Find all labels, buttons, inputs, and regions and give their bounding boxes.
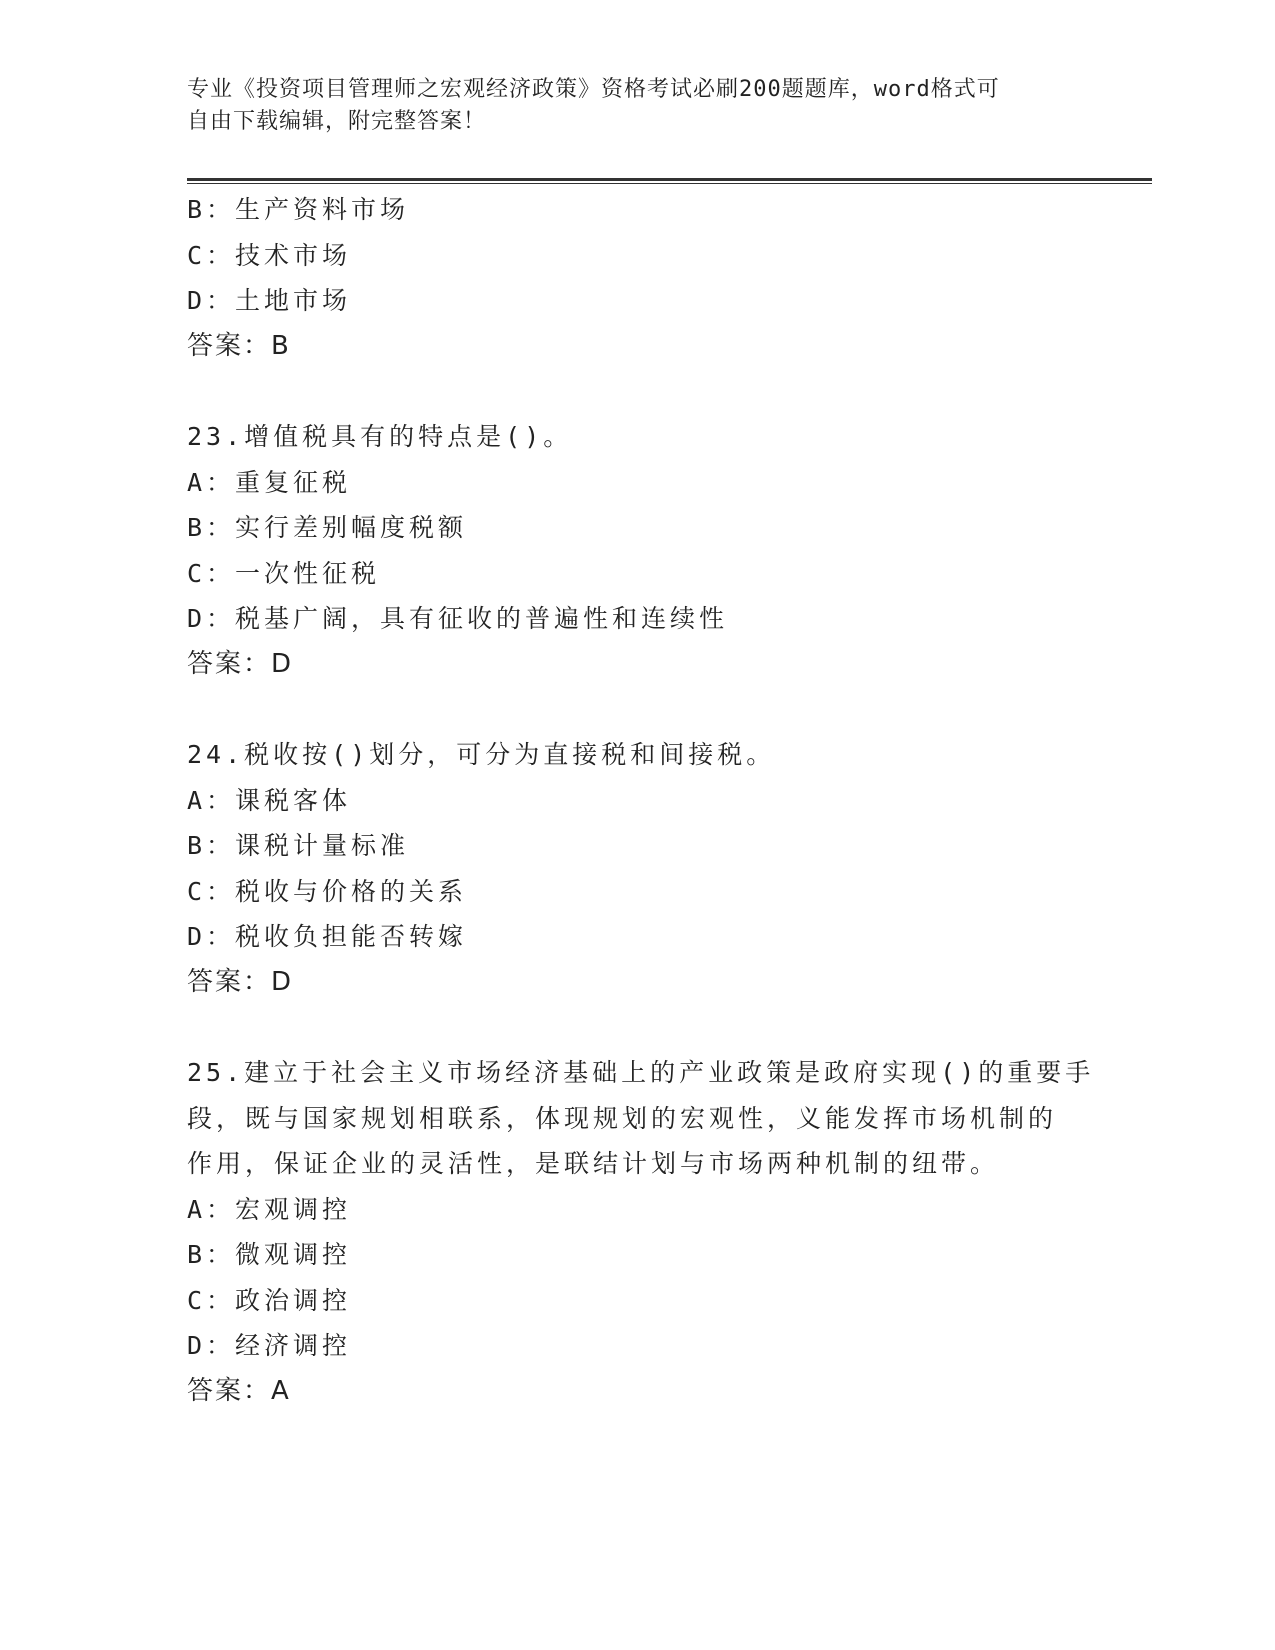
option-d: D：土地市场	[187, 286, 352, 315]
question-25	[187, 1050, 1095, 1414]
question-stem: 24.税收按()划分，可分为直接税和间接税。	[187, 740, 776, 769]
header-title-line-2: 自由下载编辑，附完整答案！	[187, 109, 487, 134]
option-c: C：一次性征税	[187, 558, 381, 588]
answer-line: 答案：B	[187, 330, 291, 361]
answer-line: 答案：A	[187, 1375, 291, 1406]
option-a: A：课税客体	[187, 785, 352, 815]
option-c: C：技术市场	[187, 240, 352, 270]
header-title-line-1: 专业《投资项目管理师之宏观经济政策》资格考试必刷200题题库，word格式可	[187, 77, 1000, 102]
question-stem: 23.增值税具有的特点是()。	[187, 422, 573, 451]
header-divider-thin	[187, 183, 1152, 184]
option-b: B：微观调控	[187, 1240, 352, 1269]
question-23	[187, 414, 1087, 687]
option-d: D：税基广阔，具有征收的普遍性和连续性	[187, 604, 729, 633]
answer-line: 答案：D	[187, 966, 294, 997]
document-header	[187, 74, 1087, 138]
option-b: B：生产资料市场	[187, 195, 410, 224]
option-c: C：政治调控	[187, 1285, 352, 1315]
option-b: B：实行差别幅度税额	[187, 513, 468, 542]
question-list	[187, 187, 1095, 1414]
option-a: A：重复征税	[187, 467, 352, 497]
answer-line: 答案：D	[187, 648, 294, 679]
option-d: D：经济调控	[187, 1331, 352, 1360]
question-22-tail	[187, 187, 1087, 369]
question-24	[187, 732, 1087, 1005]
question-stem-line-3: 作用，保证企业的灵活性，是联结计划与市场两种机制的纽带。	[187, 1149, 1000, 1178]
option-d: D：税收负担能否转嫁	[187, 922, 468, 951]
header-divider-thick	[187, 178, 1152, 181]
option-a: A：宏观调控	[187, 1194, 352, 1224]
question-stem-line-2: 段，既与国家规划相联系，体现规划的宏观性，义能发挥市场机制的	[187, 1103, 1058, 1133]
question-stem-line-1: 25.建立于社会主义市场经济基础上的产业政策是政府实现()的重要手	[187, 1058, 1095, 1087]
option-b: B：课税计量标准	[187, 831, 410, 860]
option-c: C：税收与价格的关系	[187, 876, 468, 906]
